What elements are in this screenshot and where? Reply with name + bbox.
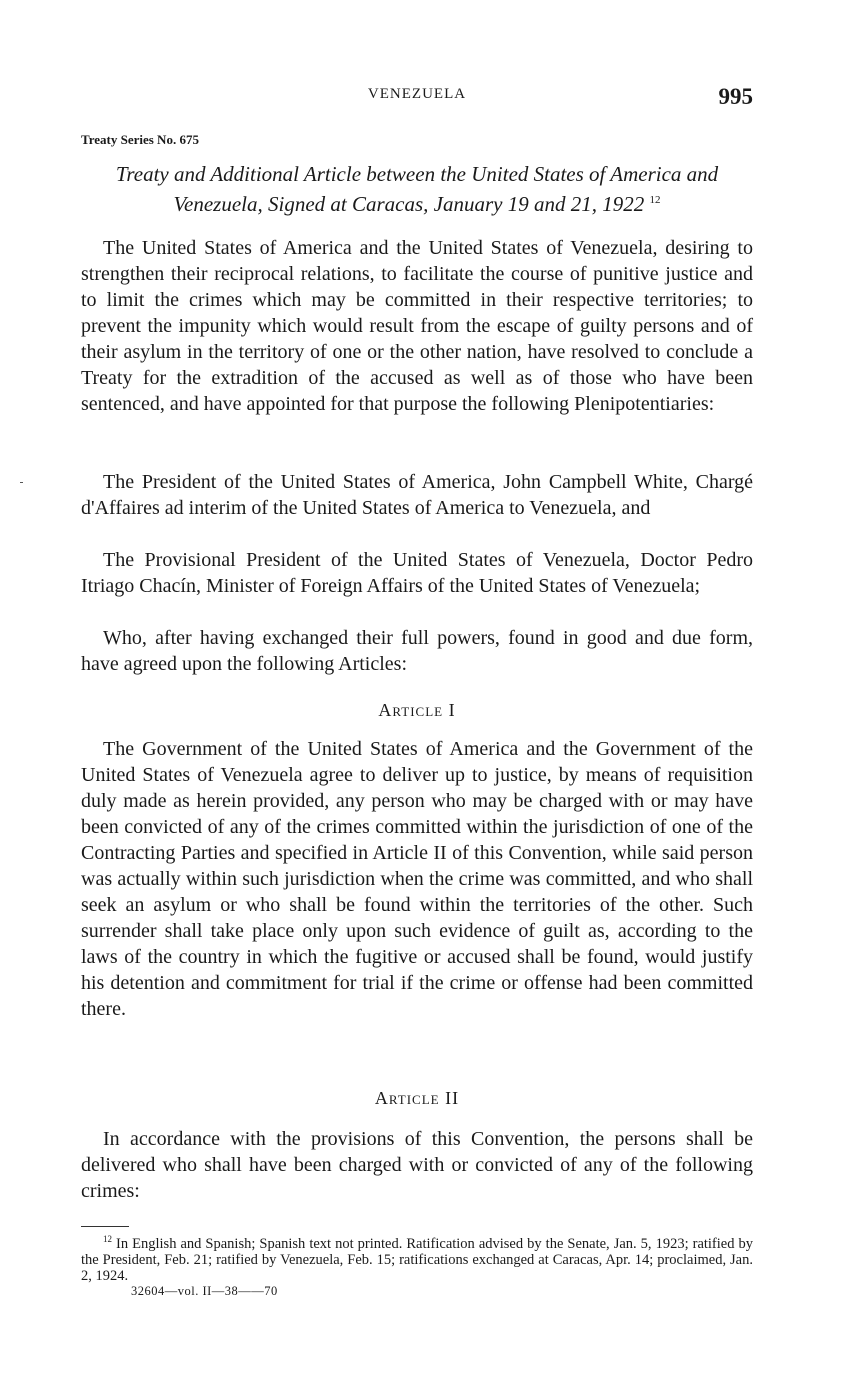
footnote: [81, 1231, 753, 1284]
page-header: [81, 86, 753, 116]
print-code: 32604—vol. II—38——70: [131, 1284, 278, 1298]
article-1-text: The Government of the United States of America and the Government of the United States of Venezuela agree to deliver up to justice, by means of requisition duly made as herein provided, any person who may be charged with or may have been convicted of any of the crimes committed within the jurisdiction of one of the Contracting Parties and specified in Article II of this Convention, while said person was actually within such jurisdiction when the crime was committed, and who shall seek an asylum or who shall be found within the territories of the other. Such surrender shall take place only upon such evidence of guilt as, according to the laws of the country in which the fugitive or accused shall be found, would justify his detention and commitment for trial if the crime or offense had been committed there.: [81, 738, 753, 1020]
footnote-divider: [81, 1226, 129, 1227]
preamble-paragraph: Who, after having exchanged their full powers, found in good and due form, have agreed upon the following Articles:: [81, 627, 753, 675]
margin-mark: [20, 482, 23, 483]
preamble-paragraph: The Provisional President of the United States of Venezuela, Doctor Pedro Itriago Chacín, Minister of Foreign Affairs of the United States of Venezuela;: [81, 549, 753, 597]
page-number: 995: [718, 84, 753, 109]
treaty-title: [81, 161, 753, 217]
footnote-marker: 12: [103, 1234, 112, 1244]
footnote-text: In English and Spanish; Spanish text not printed. Ratification advised by the Senate, Jan. 5, 1923; ratified by the President, Feb. 21; ratified by Venezuela, Feb. 15; ratifications exchanged at Caracas, Apr. 14; proclaimed, Jan. 2, 1924.: [81, 1235, 754, 1284]
title-footnote-ref: 12: [649, 194, 661, 206]
series-label: Treaty Series No. 675: [81, 132, 199, 147]
preamble-paragraph: The President of the United States of America, John Campbell White, Chargé d'Affaires ad interim of the United States of America to Venezuela, and: [81, 471, 753, 519]
title-text: Treaty and Additional Article between the United States of America and Venezuela, Signed at Caracas, January 19 and 21, 1922: [115, 162, 719, 216]
preamble-paragraph: The United States of America and the United States of Venezuela, desiring to strengthen their reciprocal relations, to facilitate the course of punitive justice and to limit the crimes which may be committed in their respective territories; to prevent the impunity which would result from the escape of guilty persons and of their asylum in the territory of one or the other nation, have resolved to conclude a Treaty for the extradition of the accused as well as of those who have been sentenced, and have appointed for that purpose the following Plenipotentiaries:: [81, 237, 753, 415]
article-1-heading: Article I: [378, 700, 456, 720]
article-2-text: In accordance with the provisions of this Convention, the persons shall be delivered who shall have been charged with or convicted of any of the following crimes:: [81, 1128, 753, 1202]
article-2-heading: Article II: [374, 1088, 460, 1108]
running-head: VENEZUELA: [367, 86, 467, 102]
